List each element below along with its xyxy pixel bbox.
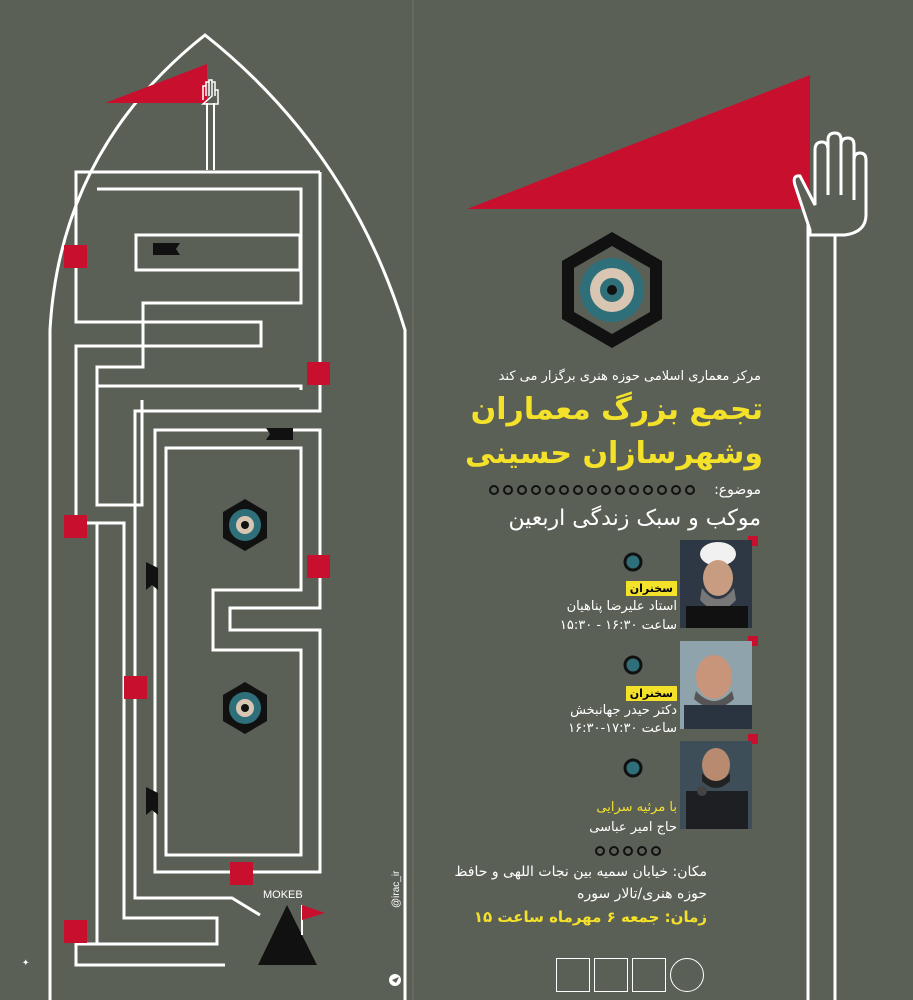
- event-title-line1: تجمع بزرگ معماران: [470, 392, 763, 427]
- ornament-dot: [625, 760, 641, 776]
- sponsor-logo-4: [670, 958, 704, 992]
- location-line2: حوزه هنری/تالار سوره: [577, 886, 707, 902]
- sponsor-logo-2: [594, 958, 628, 992]
- sponsor-logo-1: [556, 958, 590, 992]
- speaker-photo-2: [680, 641, 752, 729]
- topic-text: موکب و سبک زندگی اربعین: [508, 506, 761, 531]
- location-line1: مکان: خیابان سمیه بین نجات اللهی و حافظ: [454, 864, 707, 880]
- ornament-dot: [625, 657, 641, 673]
- eulogist-name: حاج امیر عباسی: [589, 820, 677, 835]
- tent-flag: [302, 905, 325, 920]
- speaker-2-name: دکتر حیدر جهانبخش: [570, 703, 677, 718]
- speaker-1-time: ساعت ۱۶:۳۰ - ۱۵:۳۰: [559, 618, 677, 633]
- speaker-2-role: سخنران: [626, 686, 677, 701]
- red-square: [230, 862, 253, 885]
- arrow-left-icon: [266, 428, 293, 440]
- datetime-text: زمان: جمعه ۶ مهرماه ساعت ۱۵: [473, 908, 707, 926]
- geometric-ornament-small: [223, 682, 267, 734]
- speaker-photo-3: [680, 741, 752, 829]
- geometric-ornament-small: [223, 499, 267, 551]
- speaker-1-name: استاد علیرضا پناهیان: [566, 599, 677, 614]
- event-title-line2: وشهرسازان حسینی: [465, 436, 763, 471]
- red-square: [124, 676, 147, 699]
- small-red-flag: [105, 64, 207, 103]
- topic-label: موضوع:: [714, 482, 761, 498]
- red-square: [307, 362, 330, 385]
- red-square: [64, 920, 87, 943]
- speaker-2-time: ساعت ۱۷:۳۰-۱۶:۳۰: [568, 721, 677, 736]
- maze-label: MOKEB: [263, 889, 303, 901]
- maze-path: [76, 172, 320, 965]
- speaker-1-role: سخنران: [626, 581, 677, 596]
- eulogist-role: با مرثیه سرایی: [596, 800, 677, 815]
- red-square: [64, 515, 87, 538]
- left-edge-mark: ✦: [22, 958, 32, 966]
- red-square: [64, 245, 87, 268]
- speaker-photo-1: [680, 540, 752, 628]
- arrow-right-icon: [153, 243, 180, 255]
- organizer-text: مرکز معماری اسلامی حوزه هنری برگزار می کند: [498, 369, 761, 384]
- geometric-ornament-large: [562, 232, 662, 348]
- big-red-flag: [467, 75, 810, 209]
- social-handle: @irac_ir: [391, 870, 402, 908]
- ornament-dot: [625, 554, 641, 570]
- red-square: [307, 555, 330, 578]
- sponsor-logo-3: [632, 958, 666, 992]
